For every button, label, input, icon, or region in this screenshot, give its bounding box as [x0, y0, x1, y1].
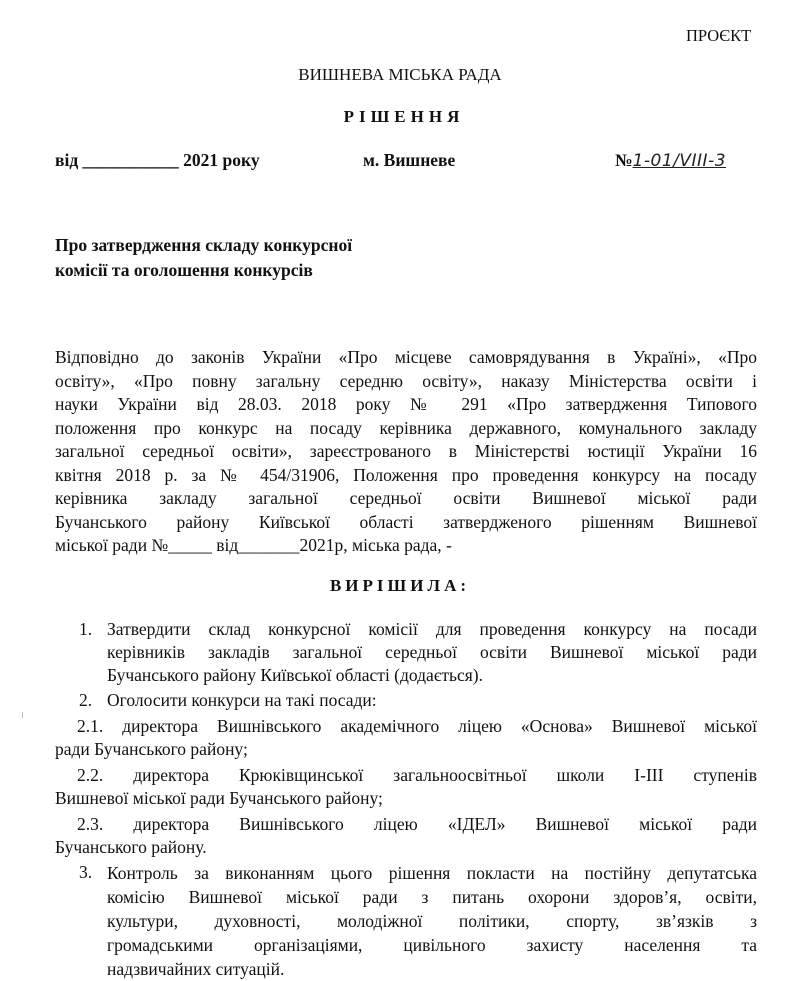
- document-type-title: РІШЕННЯ: [343, 107, 465, 126]
- preamble-line: квітня 2018 р. за № 454/31906, Положення про проведення конкурсу на посаду: [55, 464, 757, 485]
- item-line: Контроль за виконанням цього рішення покласти на постійну депутатська: [107, 863, 757, 883]
- item-number: 3.: [79, 862, 93, 882]
- item-line: Бучанського району Київської області (додається).: [107, 665, 483, 685]
- item-text: Оголосити конкурси на такі посади:: [107, 690, 377, 710]
- item-text: [107, 861, 757, 981]
- item-line: комісію Вишневої міської ради з питань охорони здоров’я, освіти,: [107, 887, 757, 907]
- sub-item: [55, 813, 757, 859]
- sub-item-line: ради Бучанського району;: [55, 739, 248, 759]
- handwritten-number: 1-01/VIII-3: [632, 151, 727, 171]
- sub-item-line: 2.2. директора Крюківщинської загальноосвітньої школи І-ІІІ ступенів: [77, 765, 757, 785]
- item-line: громадськими організаціями, цивільного захисту населення та: [107, 935, 757, 955]
- sub-item-line: Бучанського району.: [55, 837, 207, 857]
- item-number: 1.: [79, 619, 93, 639]
- preamble-line: Бучанського району Київської області затвердженого рішенням Вишневої: [55, 511, 757, 532]
- item-line: надзвичайних ситуацій.: [107, 959, 285, 979]
- sub-item-line: Вишневої міської ради Бучанського району;: [55, 788, 383, 808]
- resolved-heading: ВИРІШИЛА:: [329, 576, 471, 595]
- subject-line: Про затвердження складу конкурсної: [55, 235, 353, 255]
- sub-item: [55, 764, 757, 810]
- preamble-line: науки України від 28.03. 2018 року № 291 «Про затвердження Типового: [55, 394, 757, 414]
- decision-subject: [55, 233, 455, 283]
- preamble-line: Відповідно до законів України «Про місцеве самоврядування в Україні», «Про: [55, 347, 757, 367]
- list-item: [55, 861, 757, 981]
- item-line: Затвердити склад конкурсної комісії для проведення конкурсу на посади: [107, 619, 757, 639]
- item-line: культури, духовності, молодіжної політики, спорту, зв’язків з: [107, 911, 757, 931]
- preamble-line: міської ради №_____ від_______2021р, міська рада, -: [55, 535, 452, 555]
- number-prefix: №: [615, 150, 633, 170]
- preamble-line: керівника закладу загальної середньої освіти Вишневої міської ради: [55, 488, 757, 508]
- item-number: 2.: [79, 690, 93, 710]
- decision-date: від ___________ 2021 року: [55, 150, 260, 170]
- preamble-line: загальної середньої освіти», зареєстрованого в Міністерстві юстиції України 16: [55, 441, 757, 461]
- list-item: [55, 618, 757, 687]
- item-text: [107, 618, 757, 687]
- list-item: [55, 689, 757, 712]
- scan-margin-mark: [22, 712, 23, 718]
- sub-item-line: 2.3. директора Вишнівського ліцею «ІДЕЛ» Вишневої міської ради: [77, 814, 757, 834]
- preamble-line: освіту», «Про повну загальну середню освіту», наказу Міністерства освіти і: [55, 370, 757, 391]
- sub-item-line: 2.1. директора Вишнівського академічного ліцею «Основа» Вишневої міської: [77, 716, 757, 736]
- project-label: ПРОЄКТ: [686, 26, 752, 45]
- preamble-line: положення про конкурс на посаду керівника державного, комунального закладу: [55, 417, 757, 438]
- decision-number: [615, 150, 726, 171]
- subject-line: комісії та оголошення конкурсів: [55, 260, 313, 280]
- decision-city: м. Вишневе: [363, 150, 456, 170]
- preamble-paragraph: [55, 346, 757, 558]
- council-name: ВИШНЕВА МІСЬКА РАДА: [298, 65, 502, 84]
- sub-item: [55, 715, 757, 761]
- item-line: керівників закладів загальної середньої освіти Вишневої міської ради: [107, 642, 757, 662]
- decision-items: [55, 618, 757, 981]
